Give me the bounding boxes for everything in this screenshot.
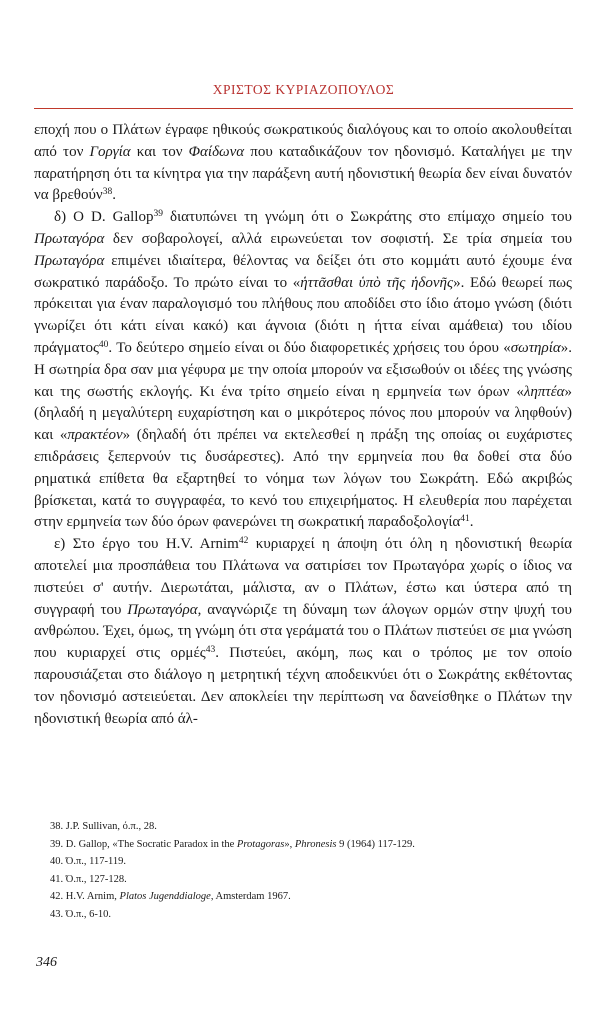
footnote-ref-38[interactable]: 38 — [102, 187, 113, 198]
footnotes — [50, 818, 570, 924]
footnote-43: 43. Ό.π., 6-10. — [50, 908, 112, 920]
footnote-ref-42[interactable]: 42 — [238, 536, 249, 547]
body-text — [34, 120, 572, 730]
footnote-ref-39[interactable]: 39 — [153, 209, 163, 220]
footnote-41: 41. Ό.π., 127-128. — [50, 873, 127, 885]
footnote-42: 42. H.V. Arnim, Platos Jugenddialoge, Amsterdam 1967. — [50, 891, 291, 903]
footnote-39: 39. D. Gallop, «The Socratic Paradox in the Protagoras», Phronesis 9 (1964) 117-129. — [50, 838, 415, 850]
footnote-ref-40[interactable]: 40 — [98, 339, 109, 350]
footnote-38: 38. J.P. Sullivan, ό.π., 28. — [50, 821, 157, 832]
footnote-ref-41[interactable]: 41 — [460, 514, 470, 525]
paragraph-1: εποχή που ο Πλάτων έγραφε ηθικούς σωκρατικούς διαλόγους και το οποίο ακολουθείται από τον Γοργία και τον Φαίδωνα που καταδικάζουν τον ηδονισμό. Καταλήγει με την παρατήρηση ότι τα κίνητρα για την παράξενη αυτή ηδονιστική θεωρία δεν είναι δυνατόν να βρεθούν$^{38}$. — [34, 122, 572, 204]
header-rule — [34, 108, 573, 109]
page-number: 346 — [36, 955, 57, 970]
running-head: ΧΡΙΣΤΟΣ ΚΥΡΙΑΖΟΠΟΥΛΟΣ — [212, 82, 395, 97]
footnote-ref-43[interactable]: 43 — [205, 645, 216, 656]
paragraph-3: ε) Στο έργο του H.V. Arnim$^{42}$ κυριαρχεί η άποψη ότι όλη η ηδονιστική θεωρία αποτελεί μια προσπάθεια του Πλάτωνα να σατιρίσει τον Πρωταγόρα χωρίς ο ίδιος να πιστεύει σ' αυτήν. Διερωτάται, μάλιστα, αν ο Πλάτων, έστω και ύστερα από τη συγγραφή του Πρωταγόρα, αναγνώριζε τη δύναμη των άλογων ορμών στην ψυχή του ανθρώπου. Έχει, όμως, τη γνώμη ότι στα γεράματά του ο Πλάτων πιστεύει σε μια γνώση που κυριαρχεί στις ορμές$^{43}$. Πιστεύει, ακόμη, πως και ο τρόπος με τον οποίο παρουσιάζεται στο διάλογο η μετρητική τέχνη αποδεικνύει ότι ο Σωκράτης εκθέτοντας τον ηδονισμό αστειεύεται. Δεν αποκλείει την περίπτωση να δανείσθηκε ο Πλάτων την ηδονιστική θεωρία από άλ- — [34, 536, 573, 727]
footnote-40: 40. Ό.π., 117-119. — [50, 856, 126, 868]
paragraph-2: δ) Ο D. Gallop$^{39}$ διατυπώνει τη γνώμη ότι ο Σωκράτης στο επίμαχο σημείο του Πρωταγόρα δεν σοβαρολογεί, αλλά ειρωνεύεται τον σοφιστή. Σε τρία σημεία του Πρωταγόρα επιμένει ιδιαίτερα, θέλοντας να δείξει ότι στο κομμάτι αυτό έχουμε ένα σωκρατικό παράδοξο. Το πρώτο είναι το «ἡττᾶσθαι ὑπὸ τῆς ἡδονῆς». Εδώ θεωρεί πως πρόκειται για έναν παραλογισμό του πλήθους που αποδίδει στο ίδιο άτομο γνώση (διότι γνωρίζει ότι κάτι είναι κακό) και άγνοια (διότι η ήττα είναι αμάθεια) του ιδίου πράγματος$^{40}$. Το δεύτερο σημείο είναι οι δύο διαφορετικές χρήσεις του όρου «σωτηρία». Η σωτηρία δρα σαν μια γέφυρα με την οποία μπορούν να εξισωθούν οι ιδέες της γνώσης και της σωστής εκλογής. Κι ένα τρίτο σημείο είναι η ερμηνεία των όρων «ληπτέα» (δηλαδή η μεγαλύτερη ευχαρίστηση και ο μικρότερος πόνος που μπορούν να ληφθούν) και «πρακτέον» (δηλαδή ότι πρέπει να εκτελεσθεί η πράξη της οποίας οι ευχάριστες επιδράσεις ξεπερνούν τις δυσάρεστες). Από την ερμηνεία που θα δοθεί στα δύο ρηματικά επίθετα θα εξαρτηθεί το νόημα των λόγων του Σωκράτη. Εδώ ακριβώς βρίσκεται, κατά το συγγραφέα, το κενό του επιχειρήματος. Η ελευθερία που παρέχεται στην ερμηνεία των δύο όρων φανερώνει τη σωκρατική παραδοξολογία$^{41}$. — [34, 209, 572, 531]
